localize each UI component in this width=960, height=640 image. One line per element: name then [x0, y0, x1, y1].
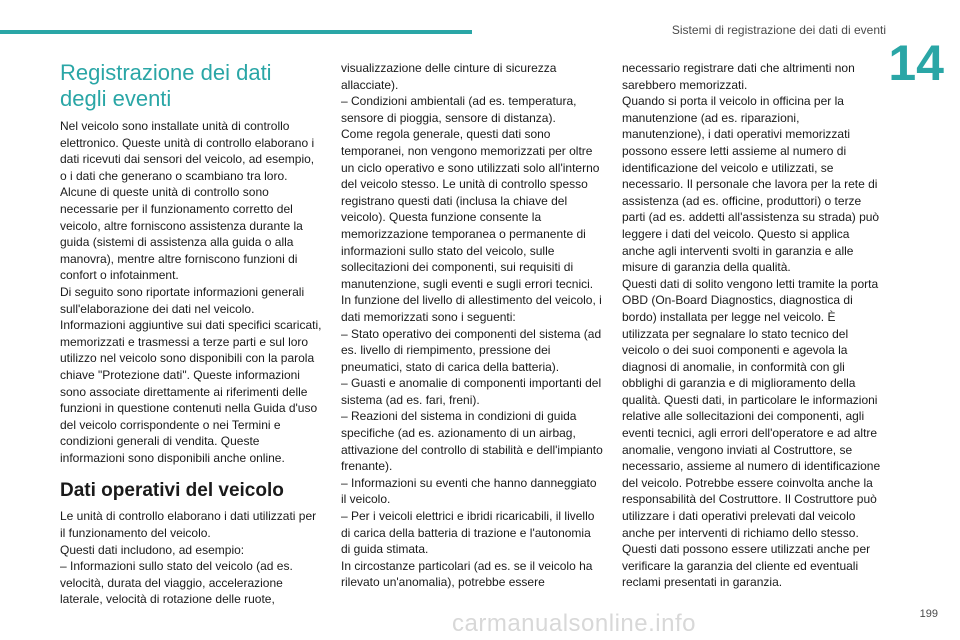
paragraph: Le unità di controllo elaborano i dati utilizzati per il funzionamento del veicolo.: [60, 509, 317, 541]
watermark: carmanualsonline.info: [452, 610, 696, 637]
page-number: 199: [919, 608, 938, 620]
section-header-title: Sistemi di registrazione dei dati di eventi: [671, 23, 886, 37]
section-subtitle: Dati operativi del veicolo: [60, 480, 284, 502]
list-item: – Stato operativo dei componenti del sistema (ad es. livello di riempimento, pressione dei pneumatici, stato di carica della batteria).: [341, 326, 602, 374]
paragraph: Quando si porta il veicolo in officina per la manutenzione (ad es. riparazioni, manutenzione), i dati operativi memorizzati possono essere letti assieme al numero di identificazione del veicolo e utilizzati, se necessario. Il personale che lavora per la rete di assistenza (ad es. officine, produttori) o terze parti (ad es. addetti all'assistenza su strada) può leggere i dati del veicolo. Questo si applica anche agli interventi svolti in garanzia e alle misure di garanzia della qualità.: [622, 94, 880, 275]
paragraph: Questi dati includono, ad esempio:: [60, 542, 245, 557]
chapter-number: 14: [888, 35, 944, 91]
list-item: – Per i veicoli elettrici e ibridi ricaricabili, il livello di carica della batteria di trazione e l'autonomia di guida stimata.: [341, 509, 595, 557]
paragraph: visualizzazione delle cinture di sicurezza allacciate).: [341, 61, 557, 92]
paragraph: Di seguito sono riportate informazioni generali sull'elaborazione dei dati nel veicolo.: [60, 284, 305, 316]
list-item: – Reazioni del sistema in condizioni di guida specifiche (ad es. azionamento di un airbag, attivazione del controllo di stabilità e dell'impianto frenante).: [341, 409, 603, 474]
list-item: – Guasti e anomalie di componenti importanti del sistema (ad es. fari, freni).: [341, 376, 602, 407]
paragraph: In circostanze particolari (ad es. se il veicolo ha rilevato un'anomalia), potrebbe essere: [341, 558, 593, 590]
paragraph: Come regola generale, questi dati sono temporanei, non vengono memorizzati per oltre un ciclo operativo e sono utilizzati solo all'interno del veicolo stesso. Le unità di controllo spesso registrano questi dati (inclusa la chiave del veicolo). Questa funzione consente la memorizzazione temporanea o permanente di informazioni sullo stato del veicolo, sulle sollecitazioni dei componenti, sui requisiti di manutenzione, sugli eventi e sugli errori tecnici.: [341, 127, 600, 291]
paragraph: necessario registrare dati che altrimenti non sarebbero memorizzati.: [622, 61, 855, 92]
header-accent-bar: [0, 30, 472, 34]
column-right: [622, 60, 884, 591]
paragraph: Questi dati di solito vengono letti tramite la porta OBD (On-Board Diagnostics, diagnostica di bordo) installata per legge nel veicolo. È utilizzata per segnalare lo stato tecnico del veicolo o dei suoi componenti e agevola la diagnosi di anomalie, in conformità con gli obblighi di garanzia e di miglioramento della qualità. Questi dati, in particolare le informazioni relative alle sollecitazioni dei componenti, agli eventi tecnici, agli errori dell'operatore e ad altre anomalie, vengono inviati al Costruttore, se necessario, assieme al numero di identificazione del veicolo. Potrebbe essere coinvolta anche la responsabilità del Costruttore. Il Costruttore può utilizzare i dati operativi prelevati dal veicolo anche per interventi di richiamo dello stesso.: [622, 276, 881, 540]
column-middle: [341, 60, 603, 591]
paragraph: In funzione del livello di allestimento del veicolo, i dati memorizzati sono i seguenti:: [341, 293, 602, 324]
page-title: Registrazione dei dati degli eventi: [60, 60, 272, 111]
list-item: – Informazioni sullo stato del veicolo (ad es. velocità, durata del viaggio, accelerazione laterale, velocità di rotazione delle ruote,: [60, 559, 293, 607]
list-item: – Condizioni ambientali (ad es. temperatura, sensore di pioggia, sensore di distanza).: [341, 94, 577, 125]
paragraph: Questi dati possono essere utilizzati anche per verificare la garanzia del cliente ed eventuali reclami presentati in garanzia.: [622, 542, 871, 590]
list-item: – Informazioni su eventi che hanno danneggiato il veicolo.: [341, 475, 597, 507]
paragraph: Informazioni aggiuntive sui dati specifici scaricati, memorizzati e trasmessi a terze parti e sul loro utilizzo nel veicolo sono disponibili con la parola chiave "Protezione dati". Queste informazioni sono associate direttamente ai riferimenti delle funzioni in questione contenuti nella Guida d'uso del veicolo corrispondente o nei Termini e condizioni generali di vendita. Queste informazioni sono disponibili anche online.: [60, 318, 322, 465]
paragraph: Nel veicolo sono installate unità di controllo elettronico. Queste unità di controllo elaborano i dati ricevuti dai sensori del veicolo, ad esempio, o i dati che generano o scambiano tra loro. Alcune di queste unità di controllo sono necessarie per il funzionamento corretto del veicolo, altre forniscono assistenza durante la guida (sistemi di assistenza alla guida o alla manovra), mentre altre forniscono funzioni di confort o infotainment.: [60, 119, 315, 283]
column-left: [60, 60, 322, 608]
